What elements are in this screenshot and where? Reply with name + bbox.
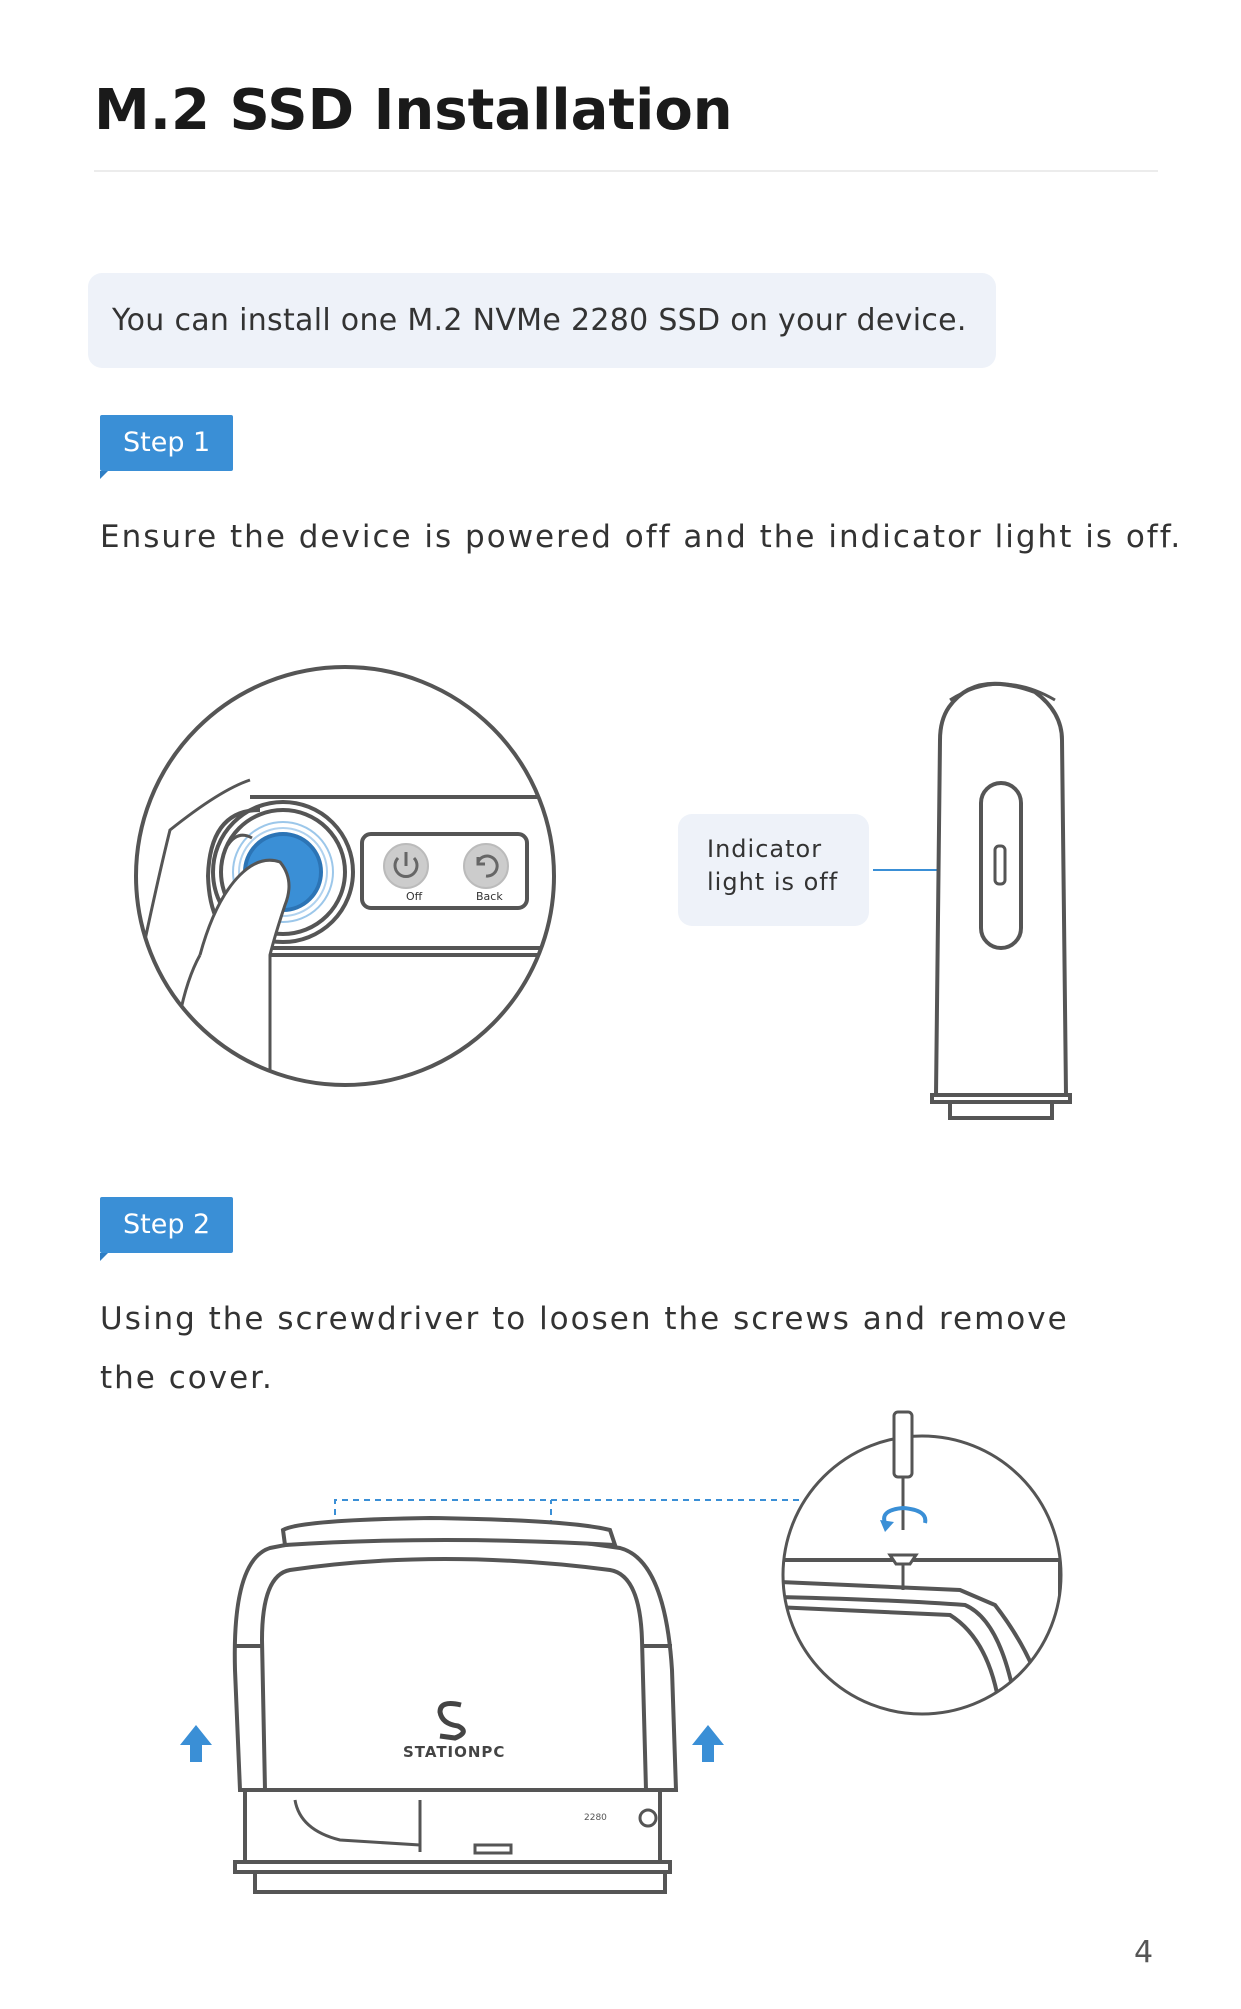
screwdriver-icon [894, 1412, 912, 1530]
rotate-arrow-icon [884, 1508, 925, 1523]
callout-line-1: Indicator [707, 835, 823, 863]
step-2-badge: Step 2 [100, 1197, 233, 1253]
back-label: Back [476, 890, 503, 903]
page-number: 4 [1134, 1935, 1154, 1970]
step-2-line-1: Using the screwdriver to loosen the screws and remove [100, 1301, 1069, 1337]
step-2-line-2: the cover. [100, 1360, 274, 1396]
page-title: M.2 SSD Installation [94, 78, 733, 143]
intro-note: You can install one M.2 NVMe 2280 SSD on your device. [88, 273, 996, 368]
callout-line-2: light is off [707, 868, 839, 896]
step-1-badge: Step 1 [100, 415, 233, 471]
brand-text: STATIONPC [403, 1743, 506, 1761]
lift-arrow-left-icon [180, 1725, 212, 1762]
ssd-size-mark: 2280 [584, 1813, 607, 1823]
off-label: Off [406, 890, 423, 903]
lift-arrow-right-icon [692, 1725, 724, 1762]
screw-icon [890, 1555, 916, 1590]
step-1-description: Ensure the device is powered off and the indicator light is off. [100, 519, 1183, 555]
